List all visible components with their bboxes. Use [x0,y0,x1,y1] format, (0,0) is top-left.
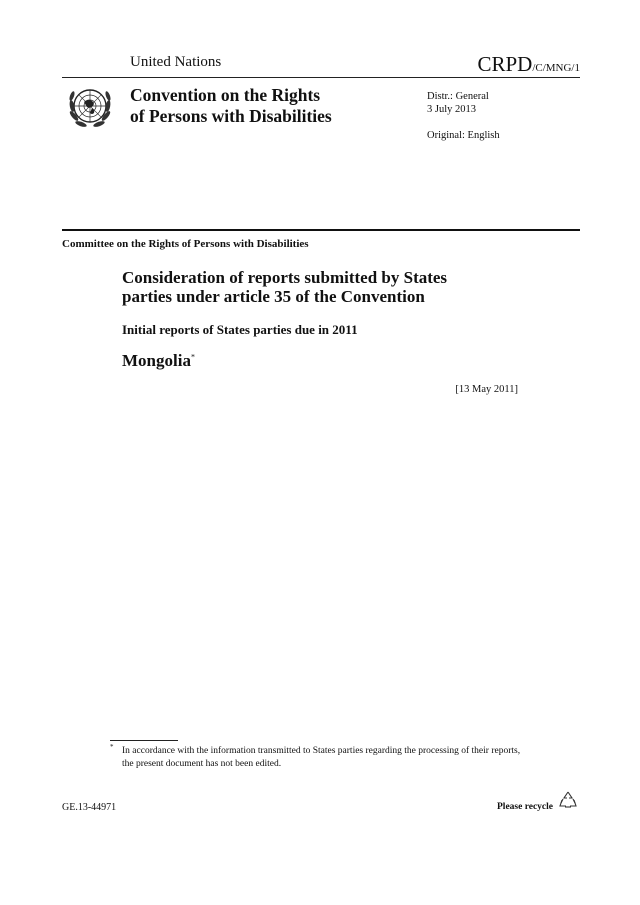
document-symbol-suffix: /C/MNG/1 [532,62,580,74]
job-number: GE.13-44971 [62,802,117,813]
organization-name: United Nations [130,54,222,70]
document-subtitle: Initial reports of States parties due in 2011 [122,322,358,337]
footnote-mark: * [110,743,114,751]
document-title [122,268,447,306]
document-title-line2: parties under article 35 of the Convention [122,287,425,306]
footnote-rule [110,740,178,741]
convention-name-line2: of Persons with Disabilities [130,106,332,126]
convention-name [130,85,332,127]
footnote-text: In accordance with the information transmitted to States parties regarding the processing of their reports, the present document has not been edited. [122,746,521,769]
recycle-icon [558,790,578,810]
header-rule [62,77,580,78]
country-heading [122,351,195,371]
document-title-line1: Consideration of reports submitted by States [122,268,448,287]
convention-name-line1: Convention on the Rights [130,85,321,105]
document-symbol-main: CRPD [477,52,533,76]
report-date: [13 May 2011] [455,384,518,395]
original-language: Original: English [427,130,500,141]
un-emblem-icon [64,82,116,134]
distribution-block [427,90,489,116]
distribution-date: 3 July 2013 [427,104,477,115]
section-rule [62,229,580,231]
recycle-label: Please recycle [497,802,553,812]
distribution-status: Distr.: General [427,91,489,102]
country-name: Mongolia [122,351,191,370]
document-symbol [477,52,580,77]
committee-name: Committee on the Rights of Persons with Disabilities [62,238,309,250]
country-footnote-mark: * [190,352,195,362]
